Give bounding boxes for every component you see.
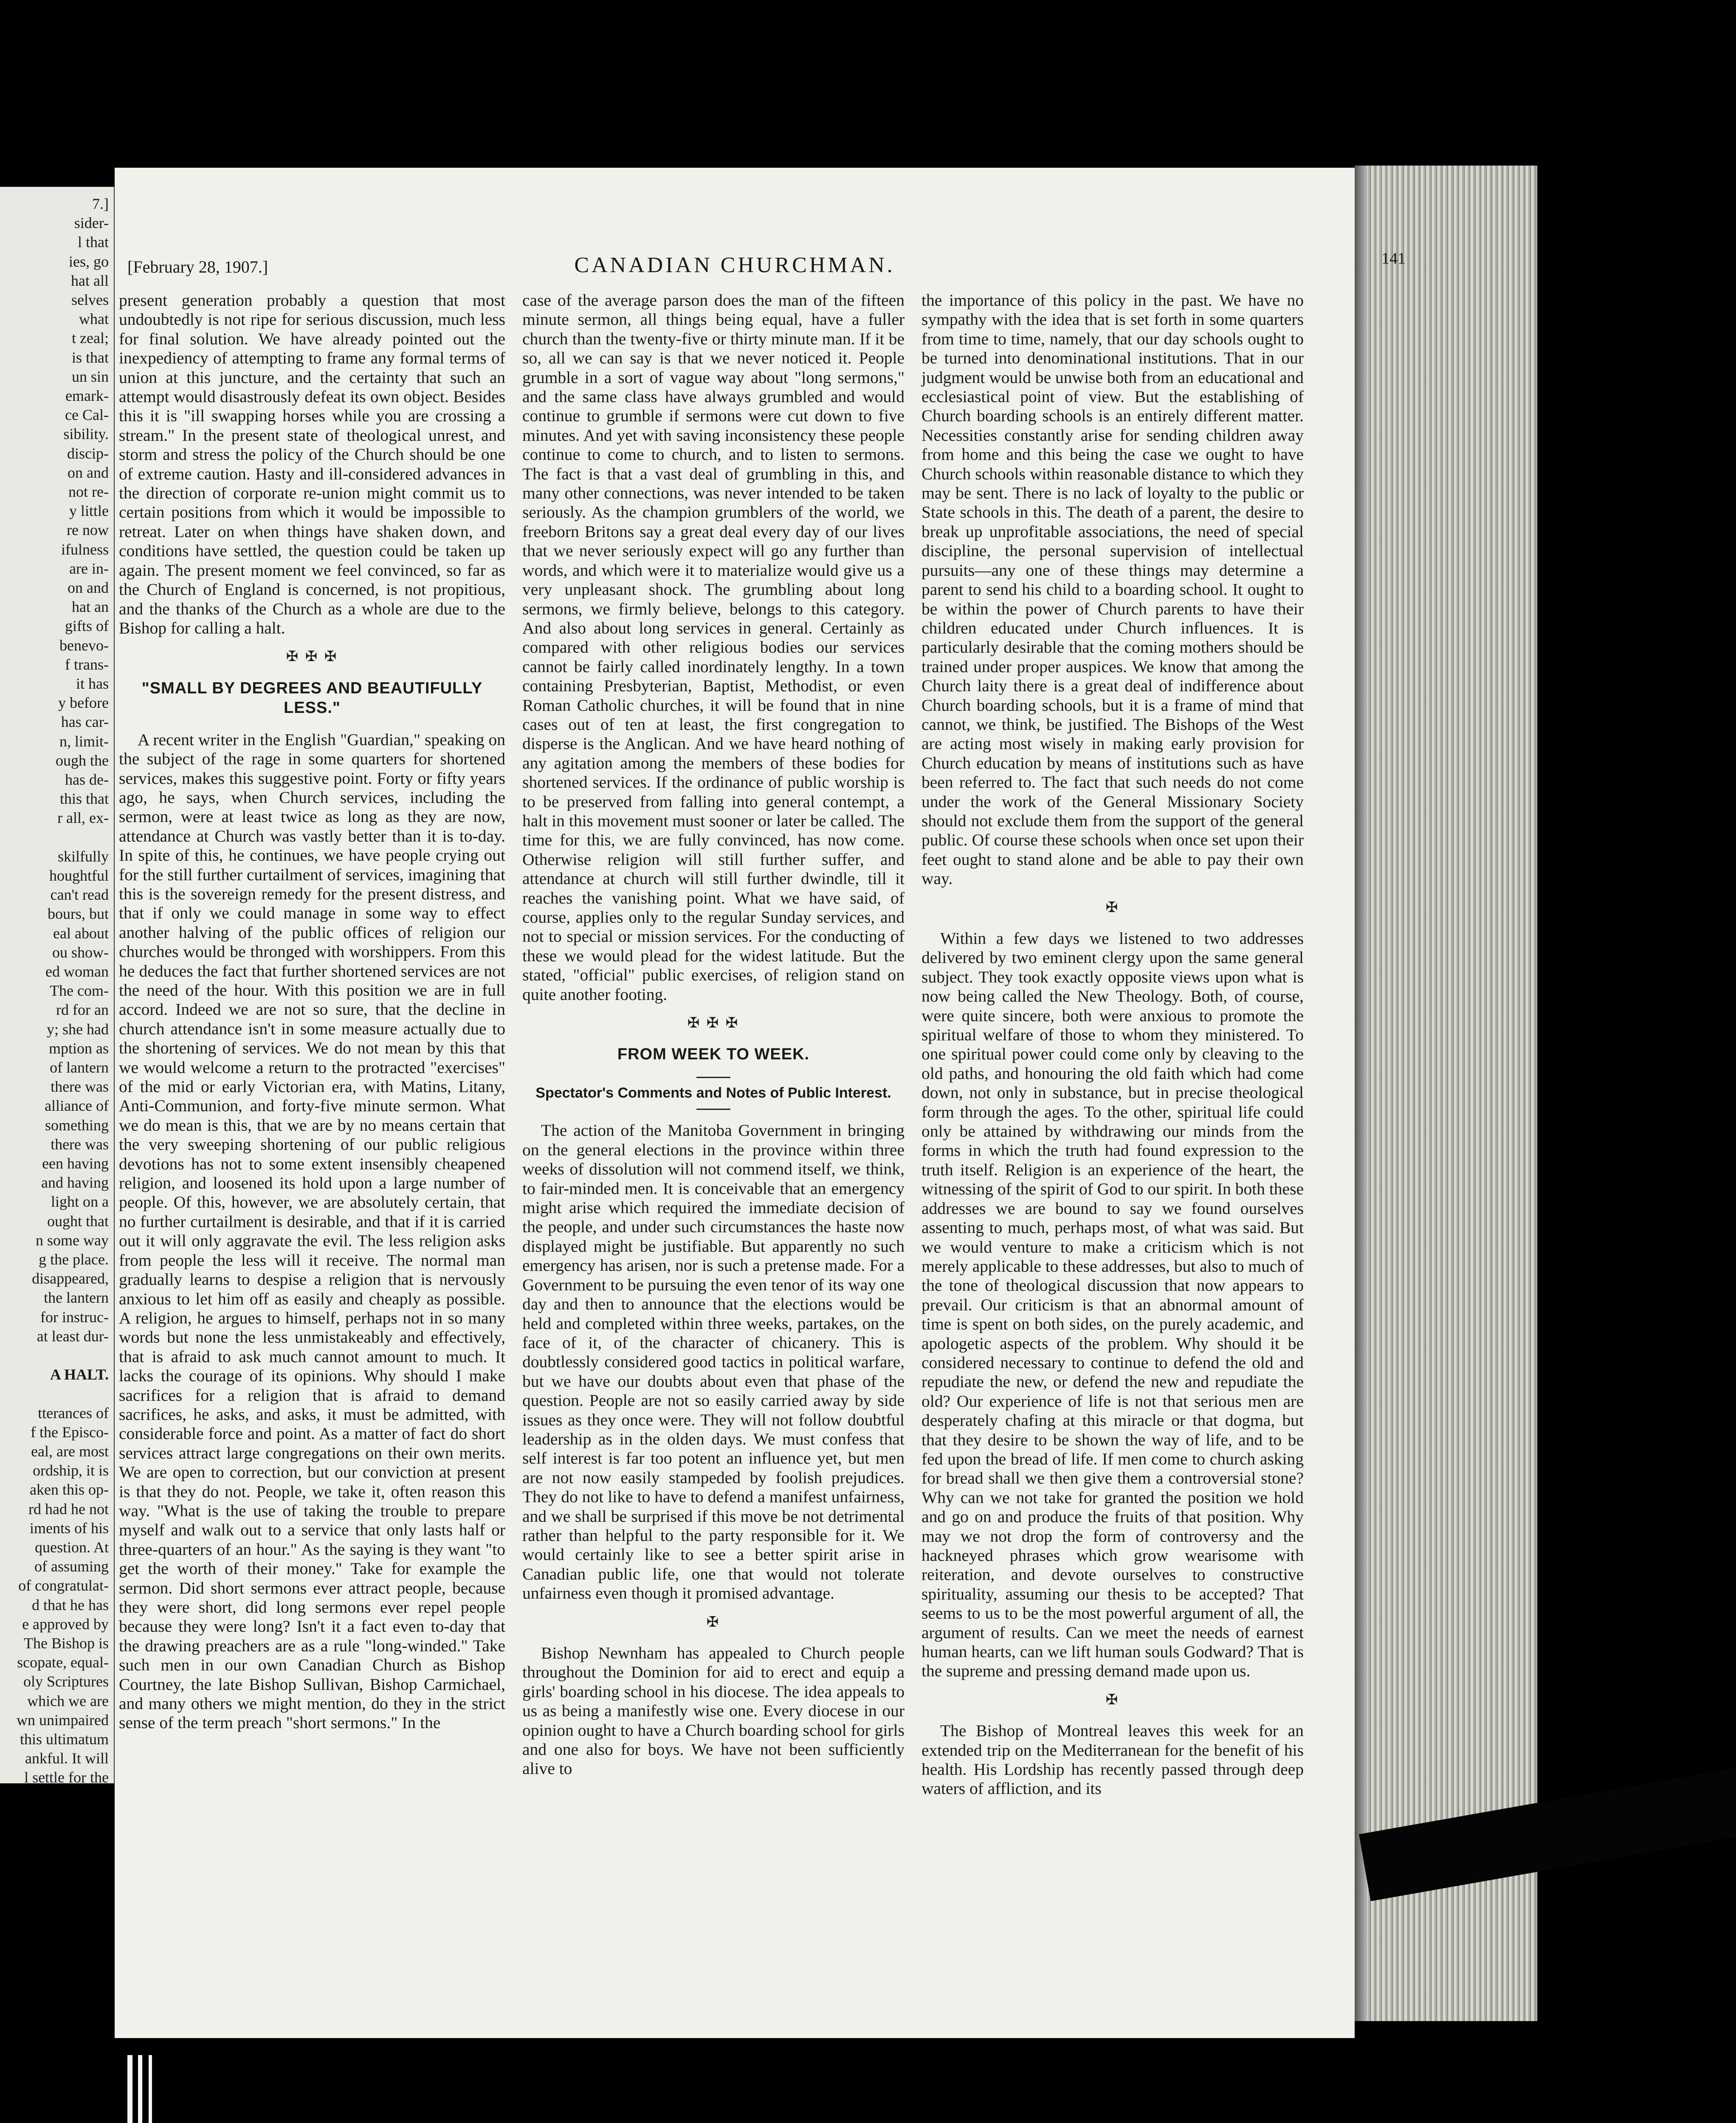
previous-page-line: on and (68, 579, 109, 596)
newspaper-page (115, 168, 1406, 2038)
previous-page-line: has de- (65, 771, 109, 788)
previous-page-line: question. At (34, 1539, 109, 1556)
previous-page-line: y before (58, 694, 109, 712)
previous-page-line: of lantern (50, 1059, 109, 1076)
section-separator: ✠ ✠ ✠ (286, 649, 338, 665)
previous-page-line: and having (41, 1174, 109, 1191)
issue-date: [February 28, 1907.] (127, 257, 268, 276)
previous-page-line: hat an (72, 598, 109, 616)
binding-line (138, 2055, 142, 2123)
paragraph: the importance of this policy in the past. We have no sympathy with the idea that is set forth in some quarters from time to time, namely, that our day schools ought to be turned into denominational institutions. That in our judgment would be unwise both from an educational and ecclesiastical point of view. But the establishing of Church boarding schools is an entirely different matter. Necessities constantly arise for sending children away from home and this being the case we ought to have Church schools within reasonable distance to which they may be sent. There is no lack of loyalty to the public or State schools in this. The death of a parent, the desire to break up unprofitable associations, the need of special discipline, the personal supervision of intellectual pursuits—any one of these things may determine a parent to send his child to a boarding school. It ought to be within the power of Church parents to have their children educated under Church influences. It is particularly desirable that the coming mothers should be trained under proper auspices. We know that among the Church laity there is a great deal of indifference about Church boarding schools, but it is a frame of mind that cannot, we think, be justified. The Bishops of the West are acting most wisely in making early provision for Church education by means of institutions such as have been referred to. The fact that such needs do not come under the work of the General Missionary Society should not exclude them from the support of the general public. Of course these schools when once set upon their feet ought to stand alone and be able to pay their own way. (922, 291, 1304, 888)
previous-page-line: is that (72, 349, 109, 366)
previous-page-line: at least dur- (37, 1327, 109, 1345)
masthead (115, 244, 1406, 282)
paragraph: The action of the Manitoba Government in bringing on the general elections in the province within three weeks of dissolution will not commend itself, we think, to fair-minded men. It is conceivable that an emergency might arise which required the immediate decision of the people, and under such circumstances the haste now displayed might be justifiable. But apparently no such emergency has arisen, nor is such a pretense made. For a Government to be pursuing the even tenor of its way one day and then to announce that the elections would be held and completed within three weeks, partakes, on the face of it, of the character of chicanery. This is doubtlessly considered good tactics in political warfare, but we have our doubts about even that phase of the question. People are not so easily carried away by side issues as they once were. They will not follow doubtful leadership as in the olden days. We must confess that self interest is far too potent an influence yet, but men are not now easily stampeded by foolish prejudices. They do not like to have to defend a manifest unfairness, and we shall be surprised if this move be not detrimental rather than helpful to the party responsible for it. We would certainly like to see a better spirit arise in Canadian public life, one that would not tolerate unfairness even though it promised advantage. (522, 1121, 905, 1603)
previous-page-line: on and (68, 464, 109, 481)
previous-page-line: gifts of (65, 617, 109, 635)
previous-page-line: something (45, 1116, 109, 1134)
page-edge-shadow (1355, 166, 1367, 2021)
previous-page-line: not re- (68, 483, 109, 500)
previous-page-line: ou show- (52, 943, 109, 961)
paragraph: case of the average parson does the man of the fifteen minute sermon, all things being equal, have a fuller church than the twenty-five or thirty minute man. If it be so, all we can say is that we never noticed it. People grumble in a sort of vague way about "long sermons," and the same class have always grumbled and would continue to grumble if sermons were cut down to five minutes. And yet with saving inconsistency these people continue to come to church, and to listen to sermons. The fact is that a vast deal of grumbling in this, and many other connections, was never intended to be taken seriously. As the champion grumblers of the world, we freeborn Britons say a great deal every day of our lives that we never seriously expect will go any further than words, and which were it to materialize would give us a very unpleasant shock. The grumbling about long sermons, we firmly believe, belongs to this category. And also about long services in general. Certainly as compared with other religious bodies our services cannot be fairly called inordinately lengthy. In a town containing Presbyterian, Baptist, Methodist, or even Roman Catholic churches, it will be found that in nine cases out of ten at least, the first congregation to disperse is the Anglican. And we have heard nothing of any agitation among the members of these bodies for shortened services. If the ordinance of public worship is to be preserved from falling into general contempt, a halt in this movement must sooner or later be called. The time for this, we are fully convinced, has now come. Otherwise religion will still further suffer, and attendance at church will still further dwindle, till it reaches the vanishing point. What we have said, of course, applies only to the regular Sunday services, and not to special or mission services. For the conducting of these we would plead for the widest latitude. But the stated, "official" public exercises, of religion stand on quite another footing. (522, 291, 905, 1004)
previous-page-line: l settle for the (24, 1769, 109, 1783)
previous-page-line: rd had he not (28, 1500, 109, 1518)
previous-page-line: tterances of (38, 1404, 109, 1422)
previous-page-line: l that (78, 234, 109, 251)
previous-page-line: aken this op- (30, 1481, 109, 1498)
previous-page-line: skilfully (57, 848, 109, 865)
previous-page-line: e approved by (22, 1615, 109, 1633)
paragraph: Within a few days we listened to two addresses delivered by two eminent clergy upon the same general subject. They took exactly opposite views upon what is now being called the New Theology. Both, of course, were quite sincere, both were anxious to promote the spiritual welfare of those to whom they ministered. To one spiritual power could come only by cleaving to the old paths, and honouring the old faith which had come down, not only in substance, but in precise theological form through the ages. To the other, spiritual life could only be attained by withdrawing our minds from the forms in which the truth had found expression to the truth itself. Religion is an experience of the heart, the witnessing of the spirit of God to our spirit. In both these addresses we are bound to say we found ourselves assenting to much, perhaps most, of what was said. But we would venture to make a criticism which is not merely applicable to these addresses, but also to much of the tone of theological discussion that now appears to prevail. Our criticism is that an abnormal amount of time is spent on both sides, on the purely academic, and apologetic aspects of the problem. Why should it be considered necessary to continue to defend the old and repudiate the new, or defend the new and repudiate the old? Our experience of life is not that serious men are desperately chafing at this miracle or that dogma, but that they desire to be shown the way of life, and to be fed upon the bread of life. If men come to church asking for bread shall we then give them a controversial stone? Why can we not take for granted the position we hold and go on and produce the fruits of that position. Why may we not drop the form of controversy and the hackneyed phrases which grow wearisome with reiteration, and devote ourselves to constructive spirituality, assuming our thesis to be accepted? That seems to us to be the most powerful argument of all, the argument of results. Can we meet the needs of earnest human hearts, can we lift human souls Godward? That is the supreme and pressing demand made upon us. (922, 929, 1304, 1681)
previous-page-line: n some way (36, 1231, 109, 1249)
previous-page-line: has car- (61, 713, 109, 731)
previous-page-line: the lantern (44, 1289, 109, 1306)
paragraph: Bishop Newnham has appealed to Church people throughout the Dominion for aid to erect and equip a girls' boarding school in his diocese. The idea appeals to us as being a manifestly wise one. Every diocese in our opinion ought to have a Church boarding school for girls and one also for boys. We have not been sufficiently alive to (522, 1644, 905, 1778)
previous-page-line: emark- (65, 387, 109, 404)
previous-page-line: een having (42, 1155, 109, 1172)
binding-line (149, 2055, 152, 2123)
previous-page-line: y; she had (47, 1020, 109, 1038)
previous-page-line: it has (76, 675, 109, 692)
previous-page-line: alliance of (45, 1097, 109, 1115)
previous-page-line: are in- (69, 560, 109, 577)
previous-page-line: for instruc- (40, 1308, 109, 1326)
previous-page-line: iments of his (30, 1519, 109, 1537)
previous-page-line: The com- (50, 982, 109, 1000)
previous-page-line: which we are (27, 1692, 109, 1709)
previous-page-line: d that he has (32, 1596, 109, 1613)
previous-page-line: rd for an (56, 1001, 109, 1019)
previous-page-line: eal, are most (31, 1443, 109, 1460)
paragraph: The Bishop of Montreal leaves this week for an extended trip on the Mediterranean for the benefit of his health. His Lordship has recently passed through deep waters of affliction, and its (922, 1721, 1304, 1798)
page-edges (1355, 166, 1537, 2021)
section-separator: ✠ (1105, 1692, 1120, 1708)
previous-page-line: 7.] (92, 195, 109, 212)
previous-page-line: of assuming (34, 1558, 109, 1575)
column-3 (922, 291, 1304, 1799)
newspaper-title: CANADIAN CHURCHMAN. (574, 253, 895, 277)
previous-page-line: ed woman (45, 963, 109, 980)
previous-page-line: oly Scriptures (23, 1673, 109, 1690)
binding-line (127, 2055, 132, 2123)
previous-page-line: f the Episco- (31, 1423, 109, 1441)
previous-page-line: scopate, equal- (17, 1654, 109, 1671)
previous-page-line: selves (71, 291, 109, 308)
previous-page-line: g the place. (39, 1251, 109, 1268)
section-separator: ✠ (1105, 899, 1120, 915)
section-separator: ✠ (706, 1614, 721, 1630)
previous-page-fragment (0, 187, 116, 1783)
previous-page-line: disappeared, (32, 1270, 109, 1287)
previous-page-line: houghtful (49, 867, 109, 884)
previous-page-line: this ultimatum (20, 1731, 109, 1748)
previous-page-line: ordship, it is (32, 1462, 109, 1479)
previous-page-line: can't read (50, 886, 109, 904)
article-heading: FROM WEEK TO WEEK. (617, 1045, 810, 1064)
page-number: 141 (1381, 250, 1406, 267)
previous-page-line: hat all (71, 272, 109, 289)
column-2 (522, 291, 905, 1779)
previous-page-line: t zeal; (72, 329, 109, 347)
previous-page-line: ies, go (69, 253, 109, 270)
previous-page-line: light on a (51, 1193, 109, 1211)
previous-page-line: ce Cal- (65, 406, 109, 424)
previous-page-line: eal about (53, 924, 109, 942)
article-heading: "SMALL BY DEGREES AND BEAUTIFULLY LESS." (141, 679, 483, 717)
previous-page-line: A HALT. (50, 1366, 109, 1383)
previous-page-line: sider- (74, 214, 109, 232)
previous-page-line: n, limit- (59, 732, 109, 750)
previous-page-line: bours, but (48, 905, 109, 923)
previous-page-line: what (79, 310, 109, 328)
previous-page-line: there was (51, 1078, 109, 1095)
previous-page-line: ought that (47, 1212, 109, 1230)
previous-page-line: f trans- (65, 656, 109, 673)
previous-page-line: un sin (71, 368, 109, 385)
previous-page-line: of congratulat- (18, 1577, 109, 1594)
section-separator: ✠ ✠ ✠ (687, 1015, 740, 1031)
previous-page-line: r all, ex- (57, 809, 109, 827)
previous-page-line: benevo- (59, 636, 109, 654)
rule (696, 1077, 730, 1078)
paragraph: A recent writer in the English "Guardian," speaking on the subject of the rage in some quarters for shortened services, makes this suggestive point. Forty or fifty years ago, he says, when Church services, including the sermon, were at least twice as long as they are now, attendance at Church was vastly better than it is to-day. In spite of this, he continues, we have people crying out for the still further curtailment of services, imagining that this is the sovereign remedy for the present distress, and that if only we could manage in some way to effect another halving of the public offices of religion our churches would be thronged with worshippers. From this he deduces the fact that further shortened services are not the need of the hour. With this position we are in full accord. Indeed we are not so sure, that the decline in church attendance isn't in some measure actually due to the shortening of services. We do not mean by this that we would welcome a return to the protracted "exercises" of the mid or early Victorian era, with Matins, Litany, Anti-Communion, and forty-five minute sermon. What we do mean is this, that we are by no means certain that the very sweeping shortening of our public religious devotions has not to some extent insensibly cheapened religion, and loosened its hold upon a large number of people. Of this, however, we are absolutely certain, that no further curtailment is desirable, and that if it is carried out it will only aggravate the evil. The less religion asks from people the less will it receive. The normal man gradually learns to despise a religion that is nervously anxious to let him off as easily and cheaply as possible. A religion, he argues to himself, perhaps not in so many words but none the less unmistakeably and effectively, that is afraid to ask much cannot amount to much. It lacks the courage of its opinions. Why should I make sacrifices for a religion that is afraid to demand sacrifices, he asks, and asks, it must be admitted, with considerable force and point. As a matter of fact do short services attract large congregations on their own merits. We are open to correction, but our conviction at present is that they do not. People, we take it, often reason this way. "What is the use of taking the trouble to prepare myself and walk out to a service that only lasts half or three-quarters of an hour." As the saying is they want "to get the worth of their money." Take for example the sermon. Did short sermons ever attract people, because they were short, did long sermons ever repel people because they were long? Isn't it a fact even to-day that the drawing preachers are as a rule "long-winded." Take such men in our own Canadian Church as Bishop Courtney, the late Bishop Sullivan, Bishop Carmichael, and many others we might mention, do they in the strict sense of the term preach "short sermons." In the (119, 730, 505, 1732)
previous-page-line: re now (67, 521, 109, 539)
previous-page-line: ifulness (61, 541, 109, 558)
previous-page-line: this that (60, 790, 109, 808)
previous-page-line: ankful. It will (25, 1750, 109, 1767)
paragraph: present generation probably a question that most undoubtedly is not ripe for serious discussion, much less for final solution. We have already pointed out the inexpediency of attempting to frame any formal terms of union at this juncture, and the certainty that such an attempt would disastrously defeat its own object. Besides this it is "ill swapping horses while you are crossing a stream." In the present state of theological unrest, and storm and stress the policy of the Church should be one of extreme caution. Hasty and ill-considered advances in the direction of corporate re-union might commit us to certain positions from which it would be impossible to retreat. Later on when things have shaken down, and conditions have settled, the question could be taken up again. The present moment we feel convinced, so far as the Church of England is concerned, is not propitious, and the thanks of the Church as a whole are due to the Bishop for calling a halt. (119, 291, 505, 637)
previous-page-line: mption as (49, 1039, 109, 1057)
article-subheading: Spectator's Comments and Notes of Public Interest. (535, 1085, 891, 1101)
previous-page-line: ough the (56, 752, 109, 769)
previous-page-line: y little (69, 502, 109, 520)
previous-page-line: wn unimpaired (17, 1711, 109, 1729)
previous-page-line: sibility. (63, 425, 109, 443)
previous-page-line: The Bishop is (23, 1635, 109, 1652)
rule (696, 1109, 730, 1110)
previous-page-line: there was (51, 1135, 109, 1153)
previous-page-line: discip- (67, 445, 109, 462)
column-1 (119, 291, 505, 1733)
